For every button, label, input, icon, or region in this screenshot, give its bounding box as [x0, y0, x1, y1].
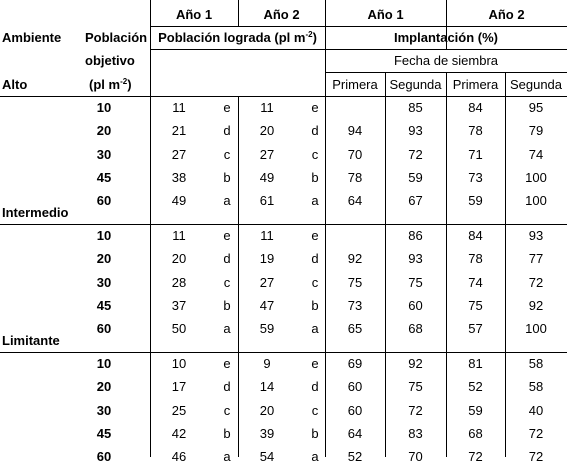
cell-i1-s: 68 — [408, 321, 423, 337]
poblacion-lograda-header: Población lograda (pl $m^{-2}$) — [158, 30, 317, 45]
cell-i1-s: 93 — [408, 123, 423, 139]
cell-i1-s: 59 — [408, 169, 423, 185]
cell-objetivo: 20 — [96, 123, 112, 139]
cell-i2-s: 72 — [528, 425, 544, 441]
ambiente-header: Ambiente — [2, 30, 62, 45]
rule-col-poblacion — [150, 0, 151, 457]
rule-under-lograda — [150, 49, 325, 50]
cell-a1: 49 — [171, 193, 187, 209]
cell-a2: 27 — [259, 274, 275, 290]
cell-i1-s: 60 — [408, 297, 423, 313]
cell-a2: 20 — [259, 123, 275, 139]
cell-a2-letter: e — [311, 356, 319, 371]
cell-a1-letter: e — [223, 356, 231, 371]
cell-objetivo: 10 — [96, 228, 112, 243]
section-label-alto: Alto — [2, 77, 28, 92]
cell-i2-s: 72 — [528, 449, 544, 465]
cell-a2-letter: c — [311, 274, 319, 290]
cell-i2-s: 40 — [528, 402, 544, 418]
primera-year2-header: Primera — [452, 77, 499, 92]
cell-a2-letter: b — [311, 425, 319, 441]
year2-header: Año 2 — [263, 7, 300, 22]
cell-a1-letter: a — [223, 449, 231, 465]
cell-i1-p: 75 — [347, 274, 363, 290]
cell-objetivo: 10 — [96, 100, 112, 115]
cell-i2-p: 81 — [468, 356, 483, 371]
cell-a2: 47 — [259, 297, 275, 313]
cell-a1-letter: e — [223, 228, 231, 243]
cell-objetivo: 45 — [96, 425, 112, 441]
cell-a1: 25 — [171, 402, 187, 418]
cell-objetivo: 20 — [96, 379, 112, 395]
cell-i1-s: 75 — [408, 274, 423, 290]
cell-a1-letter: e — [223, 100, 231, 115]
year1-implantacion-header: Año 1 — [367, 7, 404, 22]
cell-i2-p: 72 — [468, 449, 483, 465]
cell-a1: 42 — [171, 425, 187, 441]
cell-a2: 39 — [259, 425, 275, 441]
cell-i1-p: 60 — [347, 379, 363, 395]
cell-i2-p: 78 — [468, 123, 483, 139]
segunda-year2-header: Segunda — [509, 77, 563, 92]
cell-objetivo: 45 — [96, 297, 112, 313]
cell-i1-s: 86 — [408, 228, 423, 243]
rule-col-impl-year2-top — [446, 0, 447, 49]
cell-a2: 54 — [259, 449, 275, 465]
cell-a1: 50 — [171, 321, 187, 337]
implantacion-header: Implantación (%) — [393, 30, 498, 45]
cell-a2-letter: c — [311, 146, 319, 162]
cell-i2-s: 95 — [528, 100, 544, 115]
cell-objetivo: 60 — [96, 449, 112, 465]
cell-i1-p: 70 — [347, 146, 363, 162]
cell-i2-p: 84 — [468, 100, 483, 115]
section-label-intermedio: Intermedio — [2, 205, 69, 220]
cell-objetivo: 20 — [96, 251, 112, 267]
cell-a1-letter: a — [223, 193, 231, 209]
cell-a1-letter: b — [223, 297, 231, 313]
cell-i1-s: 72 — [408, 402, 423, 418]
cell-i2-p: 59 — [468, 402, 483, 418]
cell-a2: 61 — [259, 193, 275, 209]
cell-a1: 20 — [171, 251, 187, 267]
cell-i1-p: 73 — [347, 297, 363, 313]
cell-a2-letter: b — [311, 169, 319, 185]
cell-i2-p: 73 — [468, 169, 483, 185]
year1-header: Año 1 — [175, 7, 213, 22]
rule-section-limitante — [0, 352, 567, 353]
cell-a1: 37 — [171, 297, 187, 313]
cell-a2: 19 — [259, 251, 275, 267]
rule-col-segunda1 — [385, 72, 386, 457]
rule-top-years — [150, 26, 567, 27]
cell-i2-s: 100 — [525, 169, 547, 185]
cell-i1-p: 60 — [347, 402, 363, 418]
poblacion-header-line1: Población — [85, 30, 148, 45]
fecha-siembra-header: Fecha de siembra — [393, 53, 499, 68]
cell-i2-s: 93 — [528, 228, 544, 243]
rule-under-implantacion — [325, 49, 567, 50]
cell-i1-s: 70 — [408, 449, 423, 465]
cell-i1-p: 64 — [347, 193, 363, 209]
cell-a1: 11 — [172, 100, 186, 115]
cell-a1-letter: c — [223, 274, 231, 290]
cell-a1-letter: d — [223, 379, 231, 395]
cell-i1-p: 64 — [347, 425, 363, 441]
cell-i1-p: 69 — [347, 356, 363, 371]
cell-i2-p: 74 — [468, 274, 483, 290]
cell-a1: 11 — [172, 228, 186, 243]
cell-a1-letter: d — [223, 123, 231, 139]
cell-a2: 49 — [259, 169, 275, 185]
cell-objetivo: 60 — [96, 321, 112, 337]
poblacion-header-line2: objetivo — [85, 53, 135, 68]
cell-i1-s: 67 — [408, 193, 423, 209]
cell-i2-s: 100 — [525, 193, 547, 209]
rule-col-year2-body — [238, 96, 239, 457]
cell-a2: 11 — [260, 228, 274, 243]
cell-a2: 11 — [260, 100, 274, 115]
cell-i1-s: 83 — [408, 425, 423, 441]
rule-section-intermedio — [0, 224, 567, 225]
cell-i1-s: 75 — [408, 379, 423, 395]
cell-i2-s: 100 — [525, 321, 547, 337]
cell-i1-p: 94 — [347, 123, 363, 139]
cell-a2: 27 — [259, 146, 275, 162]
cell-i1-s: 72 — [408, 146, 423, 162]
cell-i2-p: 68 — [468, 425, 483, 441]
cell-i2-p: 59 — [468, 193, 483, 209]
cell-i2-p: 78 — [468, 251, 483, 267]
rule-col-implantacion — [325, 0, 326, 457]
cell-i2-s: 58 — [528, 356, 544, 371]
cell-objetivo: 10 — [96, 356, 112, 371]
primera-year1-header: Primera — [332, 77, 378, 92]
cell-i2-p: 84 — [468, 228, 483, 243]
cell-i1-p: 52 — [347, 449, 363, 465]
cell-i1-s: 92 — [408, 356, 423, 371]
cell-a1: 38 — [171, 169, 187, 185]
cell-a1: 27 — [171, 146, 187, 162]
cell-a1-letter: b — [223, 169, 231, 185]
cell-a2-letter: c — [311, 402, 319, 418]
cell-i1-s: 93 — [408, 251, 423, 267]
cell-i1-p: 92 — [347, 251, 363, 267]
cell-a2-letter: d — [311, 251, 319, 267]
cell-a1: 28 — [171, 274, 187, 290]
rule-col-year2-top — [238, 0, 239, 27]
cell-objetivo: 30 — [96, 146, 112, 162]
cell-a1: 17 — [171, 379, 187, 395]
rule-col-impl-year2-body — [446, 72, 447, 457]
segunda-year1-header: Segunda — [389, 77, 442, 92]
cell-a1-letter: a — [223, 321, 231, 337]
cell-i2-p: 75 — [468, 297, 483, 313]
cell-a2-letter: d — [311, 379, 319, 395]
cell-i2-s: 72 — [528, 274, 544, 290]
cell-a2: 20 — [259, 402, 275, 418]
cell-objetivo: 60 — [96, 193, 112, 209]
cell-a2-letter: a — [311, 193, 319, 209]
rule-header-bottom — [0, 96, 567, 97]
cell-a1: 21 — [171, 123, 187, 139]
cell-a2-letter: a — [311, 321, 319, 337]
cell-i1-p: 65 — [347, 321, 363, 337]
cell-a2-letter: e — [311, 228, 319, 243]
cell-a1-letter: b — [223, 425, 231, 441]
cell-objetivo: 30 — [96, 274, 112, 290]
poblacion-unit: (pl $m^{-2}$) — [89, 77, 132, 92]
year2-implantacion-header: Año 2 — [488, 7, 525, 22]
rule-col-segunda2 — [505, 72, 506, 457]
cell-a1-letter: c — [223, 146, 231, 162]
cell-i1-p: 78 — [347, 169, 363, 185]
cell-objetivo: 45 — [96, 169, 112, 185]
cell-a1: 46 — [171, 449, 187, 465]
cell-i2-s: 74 — [528, 146, 544, 162]
cell-i2-p: 57 — [468, 321, 483, 337]
section-label-limitante: Limitante — [2, 333, 60, 348]
cell-i2-s: 79 — [528, 123, 544, 139]
cell-a2: 59 — [259, 321, 275, 337]
cell-a1: 10 — [171, 356, 187, 371]
cell-i1-s: 85 — [408, 100, 423, 115]
cell-i2-p: 52 — [468, 379, 483, 395]
cell-i2-s: 77 — [528, 251, 544, 267]
cell-i2-p: 71 — [468, 146, 483, 162]
cell-objetivo: 30 — [96, 402, 112, 418]
cell-a1-letter: d — [223, 251, 231, 267]
cell-i2-s: 92 — [528, 297, 544, 313]
cell-a2-letter: d — [311, 123, 319, 139]
cell-a2-letter: b — [311, 297, 319, 313]
cell-a1-letter: c — [223, 402, 231, 418]
cell-a2: 14 — [259, 379, 275, 395]
cell-a2-letter: a — [311, 449, 319, 465]
cell-a2: 9 — [263, 356, 271, 371]
cell-i2-s: 58 — [528, 379, 544, 395]
cell-a2-letter: e — [311, 100, 319, 115]
